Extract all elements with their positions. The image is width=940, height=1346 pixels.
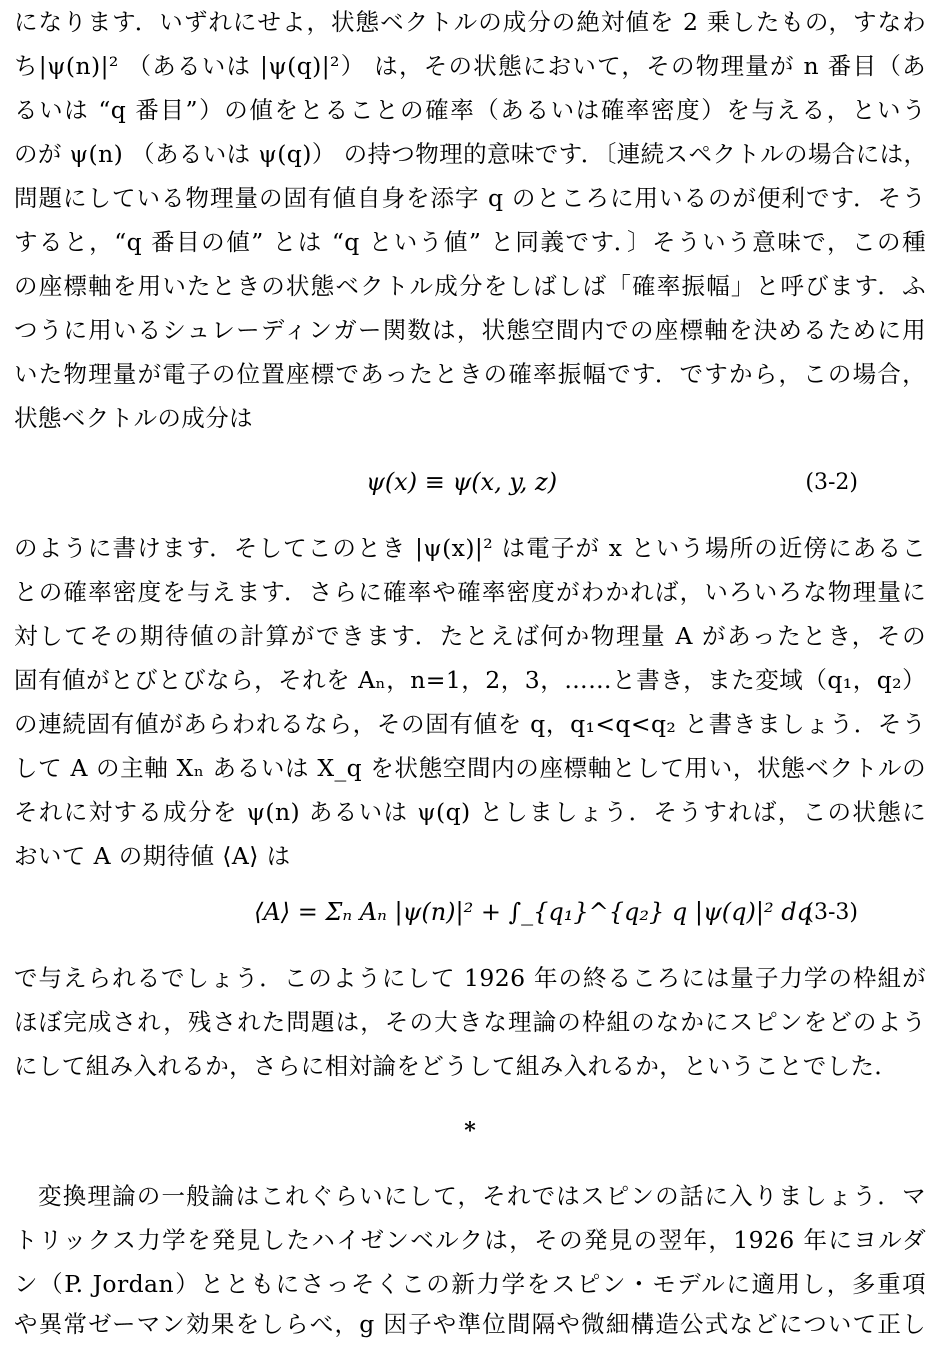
text-line: すると，“q 番目の値” とは “q という値” と同義です．〕そういう意味で，この種 [14, 228, 926, 256]
text-line: ち|ψ(n)|² （あるいは |ψ(q)|²） は，その状態において，その物理量が n 番目（あ [14, 52, 926, 80]
text-line: のように書けます．そしてこのとき |ψ(x)|² は電子が x という場所の近傍にあるこ [14, 534, 926, 562]
text-line: ほぼ完成され，残された問題は，その大きな理論の枠組のなかにスピンをどのよう [14, 1008, 926, 1036]
section-separator: * [464, 1118, 476, 1144]
equation-3-2 [14, 462, 926, 522]
text-line: の連続固有値があらわれるなら，その固有値を q，q₁<q<q₂ と書きましょう．そう [14, 710, 926, 738]
text-line: おいて A の期待値 ⟨A⟩ は [14, 842, 291, 870]
text-line: それに対する成分を ψ(n) あるいは ψ(q) としましょう．そうすれば，この状態に [14, 798, 926, 826]
equation-3-3 [14, 888, 926, 948]
equation-number: (3-2) [805, 470, 858, 495]
text-line: の座標軸を用いたときの状態ベクトル成分をしばしば「確率振幅」と呼びます．ふ [14, 272, 926, 300]
text-line: つうに用いるシュレーディンガー関数は，状態空間内での座標軸を決めるために用 [14, 316, 926, 344]
text-line: して A の主軸 Xₙ あるいは X_q を状態空間内の座標軸として用い，状態ベクトルの [14, 754, 926, 782]
text-line: ン（P. Jordan）とともにさっそくこの新力学をスピン・モデルに適用し，多重項 [14, 1270, 926, 1298]
text-line: で与えられるでしょう．このようにして 1926 年の終るころには量子力学の枠組が [14, 964, 926, 992]
text-line: 変換理論の一般論はこれぐらいにして，それではスピンの話に入りましょう．マ [38, 1182, 926, 1210]
equation-formula: ψ(x) ≡ ψ(x, y, z) [366, 468, 558, 496]
text-line: トリックス力学を発見したハイゼンベルクは，その発見の翌年，1926 年にヨルダ [14, 1226, 926, 1254]
text-line: るいは “q 番目”）の値をとることの確率（あるいは確率密度）を与える，という [14, 96, 926, 124]
text-line: 対してその期待値の計算ができます．たとえば何か物理量 A があったとき，その [14, 622, 926, 650]
text-line: 状態ベクトルの成分は [14, 404, 253, 432]
text-line: や異常ゼーマン効果をしらべ，g 因子や準位間隔や微細構造公式などについて正し [14, 1310, 926, 1338]
text-line: のが ψ(n) （あるいは ψ(q)） の持つ物理的意味です．〔連続スペクトルの場合には， [14, 140, 928, 168]
text-line: との確率密度を与えます．さらに確率や確率密度がわかれば，いろいろな物理量に [14, 578, 926, 606]
text-line: いた物理量が電子の位置座標であったときの確率振幅です．ですから，この場合， [14, 360, 926, 388]
text-line: 固有値がとびとびなら，それを Aₙ，n=1，2，3，……と書き，また変域（q₁，q₂） [14, 666, 926, 694]
text-line: 問題にしている物理量の固有値自身を添字 q のところに用いるのが便利です．そう [14, 184, 926, 212]
text-line: になります．いずれにせよ，状態ベクトルの成分の絶対値を 2 乗したもの，すなわ [14, 8, 926, 36]
text-line: にして組み入れるか，さらに相対論をどうして組み入れるか，ということでした． [14, 1052, 899, 1080]
equation-formula: ⟨A⟩ = Σₙ Aₙ |ψ(n)|² + ∫_{q₁}^{q₂} q |ψ(q)|² dq [254, 898, 812, 926]
equation-number: (3-3) [805, 900, 858, 925]
